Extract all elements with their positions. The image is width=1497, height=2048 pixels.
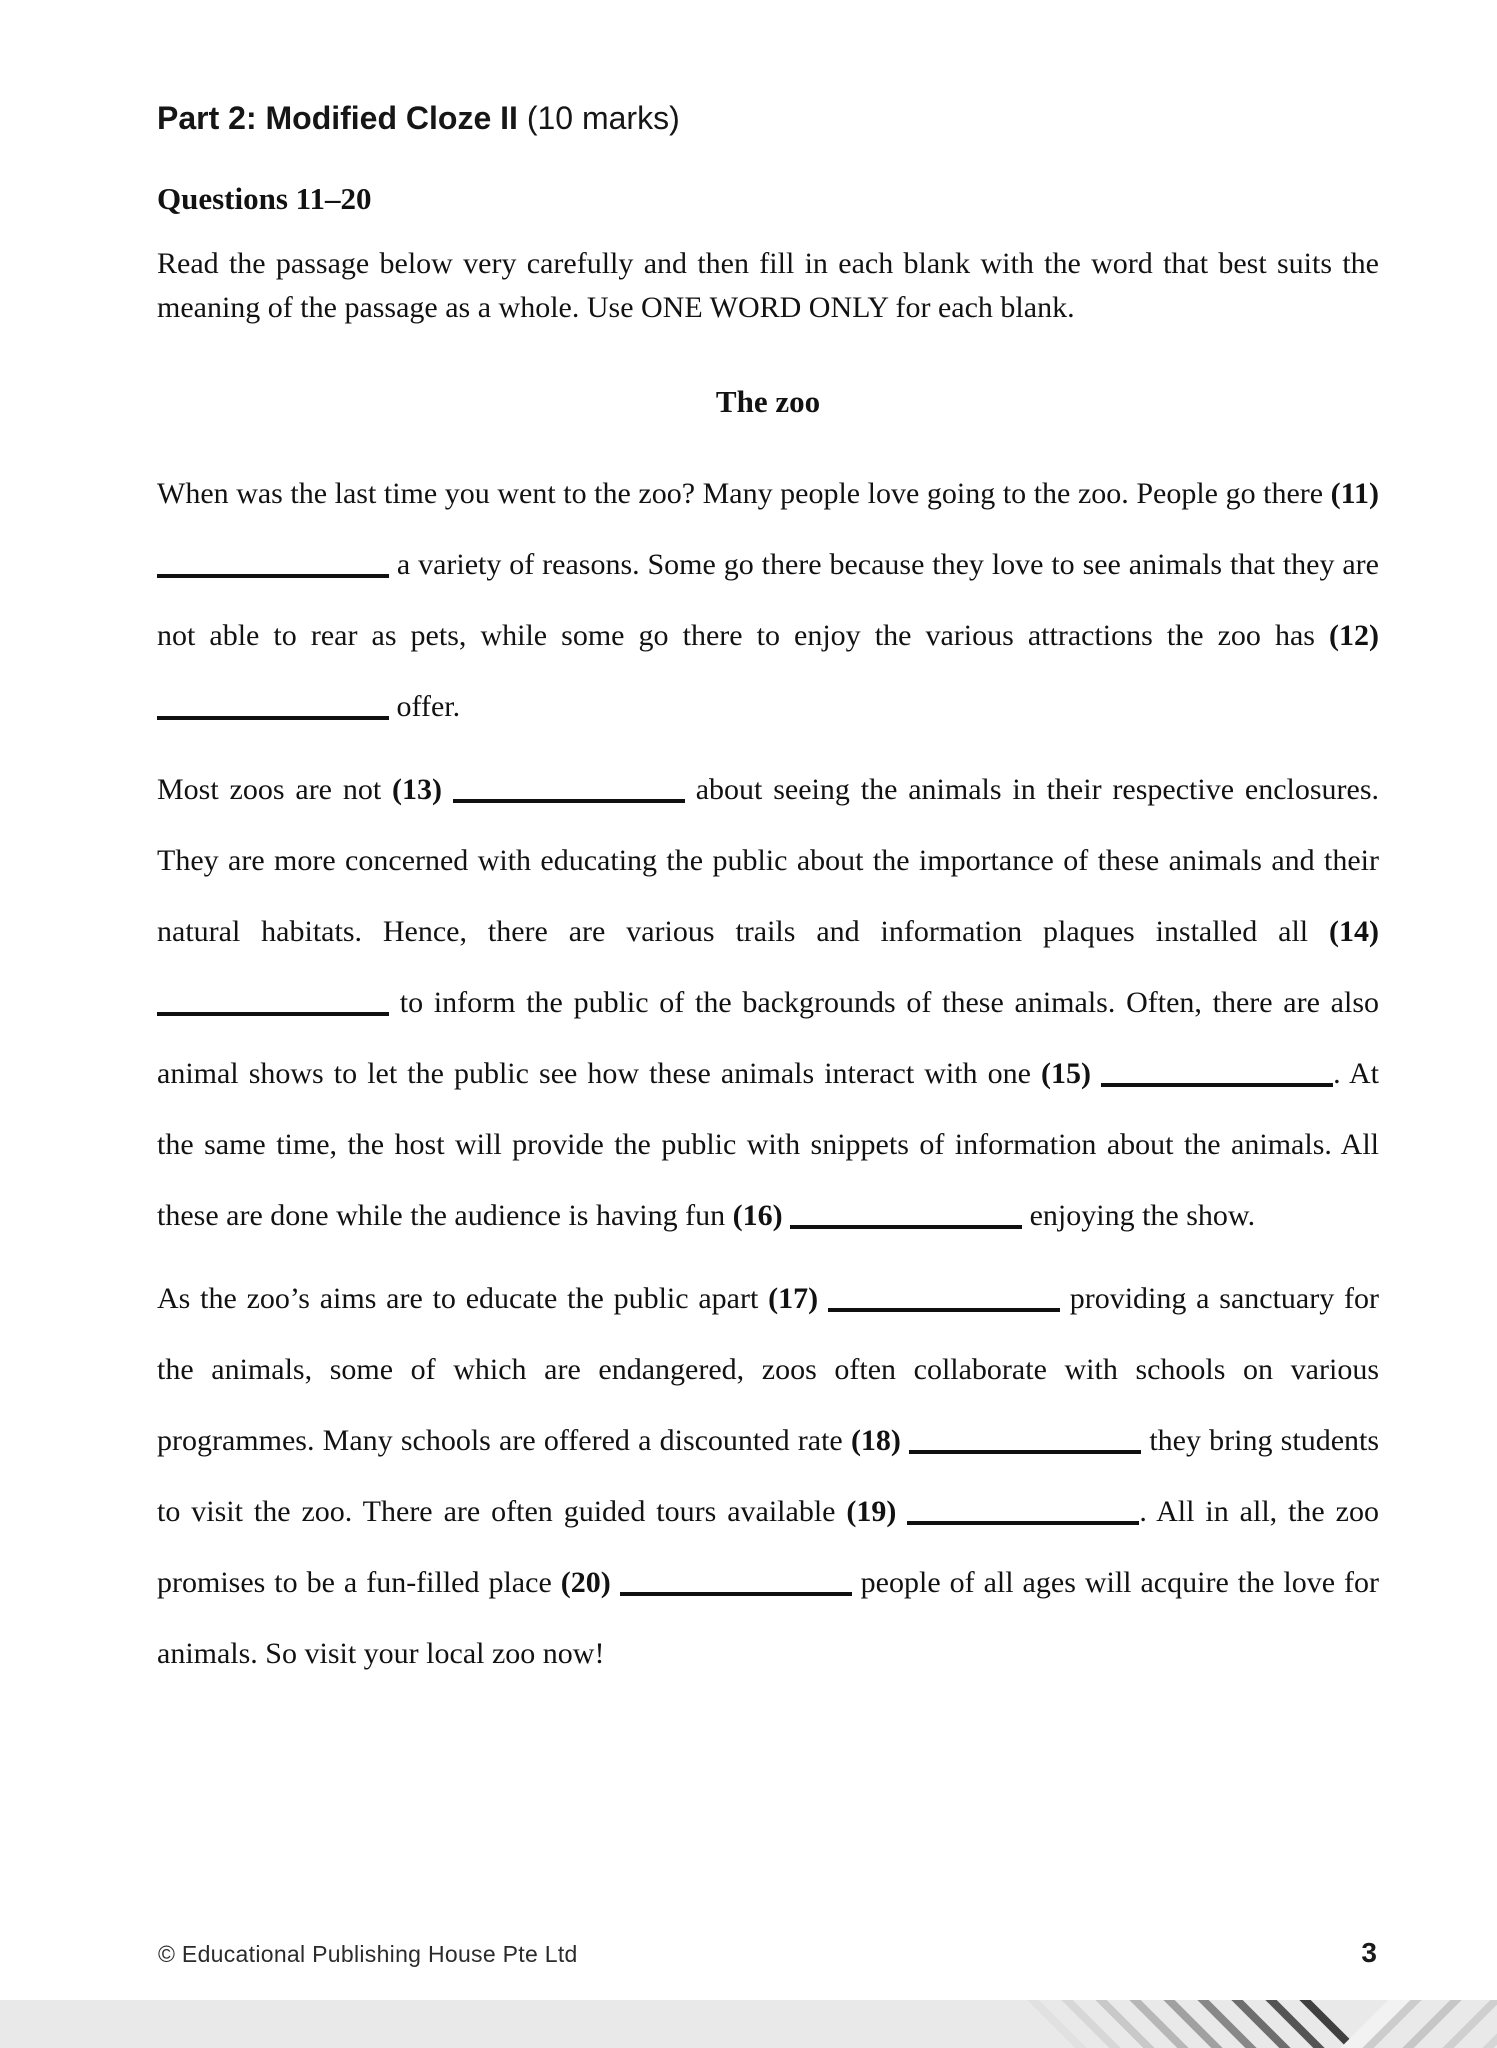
blank-number: (12) <box>1329 619 1379 652</box>
copyright-notice: © Educational Publishing House Pte Ltd <box>158 1941 578 1967</box>
blank-number: (13) <box>392 773 443 806</box>
answer-blank-17[interactable] <box>828 1304 1060 1312</box>
section-heading <box>157 100 680 137</box>
section-heading-title: Part 2: Modified Cloze II <box>157 100 518 136</box>
corner-stripes-decoration <box>1017 2000 1497 2048</box>
answer-blank-15[interactable] <box>1101 1079 1333 1087</box>
passage-paragraph: Most zoos are not (13) about seeing the animals in their respective enclosures. They are more concerned with educating the public about the importance of these animals and their natural habitats. Hence, there are various trails and information plaques installed all (14) to inform the public of the backgrounds of these animals. Often, there are also animal shows to let the public see how these animals interact with one (15) . At the same time, the host will provide the public with snippets of information about the animals. All these are done while the audience is having fun (16) enjoying the show. <box>157 773 1379 1232</box>
blank-number: (16) <box>732 1199 783 1232</box>
blank-number: (14) <box>1329 915 1379 948</box>
passage-body <box>157 458 1379 1701</box>
blank-number: (17) <box>768 1282 819 1315</box>
answer-blank-12[interactable] <box>157 712 389 720</box>
blank-number: (18) <box>850 1424 901 1457</box>
answer-blank-19[interactable] <box>907 1517 1139 1525</box>
answer-blank-14[interactable] <box>157 1008 389 1016</box>
page-number: 3 <box>1361 1937 1377 1968</box>
answer-blank-13[interactable] <box>453 795 685 803</box>
blank-number: (20) <box>560 1566 611 1599</box>
passage-title: The zoo <box>715 384 821 419</box>
answer-blank-18[interactable] <box>909 1446 1141 1454</box>
answer-blank-11[interactable] <box>157 570 389 578</box>
blank-number: (11) <box>1330 477 1379 510</box>
questions-range-heading: Questions 11–20 <box>157 181 372 216</box>
passage-paragraph: As the zoo’s aims are to educate the public apart (17) providing a sanctuary for the animals, some of which are endangered, zoos often collaborate with schools on various programmes. Many schools are offered a discounted rate (18) they bring students to visit the zoo. There are often guided tours available (19) . All in all, the zoo promises to be a fun-filled place (20) people of all ages will acquire the love for animals. So visit your local zoo now! <box>157 1282 1380 1670</box>
blank-number: (15) <box>1041 1057 1091 1090</box>
blank-number: (19) <box>846 1495 897 1528</box>
section-heading-marks: (10 marks) <box>517 100 680 136</box>
answer-blank-16[interactable] <box>790 1221 1022 1229</box>
passage-paragraph: When was the last time you went to the zoo? Many people love going to the zoo. People go there (11) a variety of reasons. Some go there because they love to see animals that they are not able to rear as pets, while some go there to enjoy the various attractions the zoo has (12) offer. <box>157 477 1379 723</box>
instructions-text: Read the passage below very carefully and then fill in each blank with the word that best suits the meaning of the passage as a whole. Use ONE WORD ONLY for each blank. <box>157 247 1379 324</box>
answer-blank-20[interactable] <box>620 1588 852 1596</box>
footer-band <box>0 2000 1497 2048</box>
